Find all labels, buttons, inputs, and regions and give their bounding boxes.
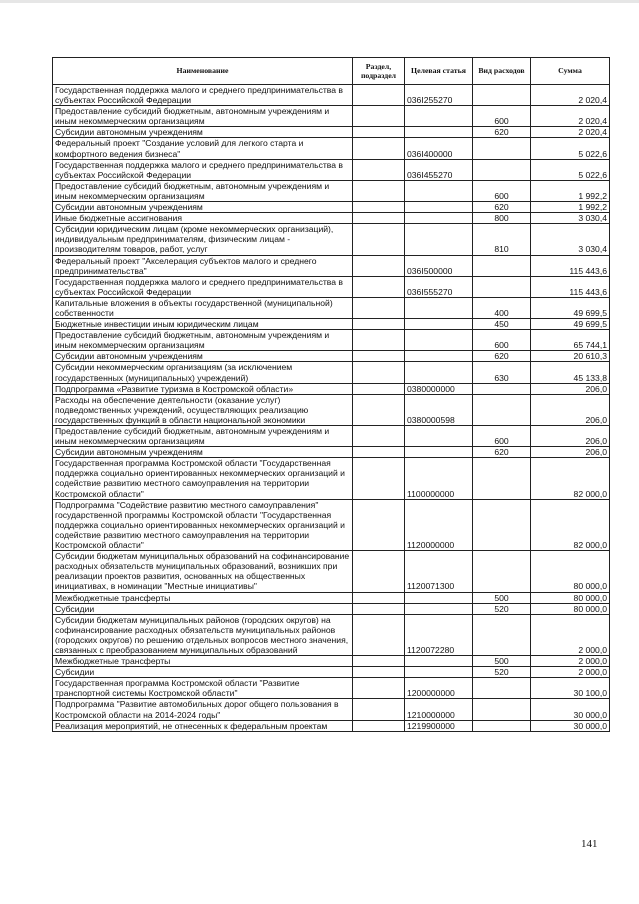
cell-name: Федеральный проект "Акселерация субъектов малого и среднего предпринимательства" <box>53 255 353 276</box>
cell-target-article <box>405 351 473 362</box>
cell-expense-kind <box>473 720 531 731</box>
table-row <box>53 458 610 499</box>
cell-target-article: 1120071300 <box>405 551 473 592</box>
cell-target-article: 036I400000 <box>405 138 473 159</box>
cell-target-article <box>405 297 473 318</box>
cell-target-article <box>405 656 473 667</box>
cell-target-article <box>405 106 473 127</box>
table-row <box>53 614 610 655</box>
cell-sum: 206,0 <box>531 426 610 447</box>
cell-section <box>353 85 405 106</box>
cell-name: Государственная поддержка малого и среднего предпринимательства в субъектах Российской Федерации <box>53 159 353 180</box>
cell-name: Предоставление субсидий бюджетным, автономным учреждениям и иным некоммерческим организациям <box>53 180 353 201</box>
page-number: 141 <box>581 838 598 850</box>
cell-expense-kind <box>473 85 531 106</box>
table-row <box>53 330 610 351</box>
table-row <box>53 255 610 276</box>
cell-section <box>353 394 405 425</box>
cell-name: Субсидии автономным учреждениям <box>53 127 353 138</box>
cell-name: Государственная поддержка малого и среднего предпринимательства в субъектах Российской Федерации <box>53 85 353 106</box>
table-row <box>53 297 610 318</box>
cell-name: Субсидии юридическим лицам (кроме некоммерческих организаций), индивидуальным предпринимателям, физическим лицам - производителям товаров, работ, услуг <box>53 224 353 255</box>
table-row <box>53 213 610 224</box>
cell-section <box>353 319 405 330</box>
cell-expense-kind: 620 <box>473 127 531 138</box>
cell-sum: 20 610,3 <box>531 351 610 362</box>
table-row <box>53 426 610 447</box>
cell-section <box>353 351 405 362</box>
cell-expense-kind: 620 <box>473 351 531 362</box>
table-row <box>53 351 610 362</box>
cell-expense-kind: 520 <box>473 667 531 678</box>
table-row <box>53 678 610 699</box>
cell-expense-kind <box>473 699 531 720</box>
table-row <box>53 85 610 106</box>
cell-expense-kind <box>473 499 531 550</box>
cell-section <box>353 106 405 127</box>
cell-name: Капитальные вложения в объекты государственной (муниципальной) собственности <box>53 297 353 318</box>
cell-expense-kind <box>473 551 531 592</box>
cell-target-article <box>405 362 473 383</box>
cell-expense-kind: 630 <box>473 362 531 383</box>
cell-target-article <box>405 592 473 603</box>
cell-name: Субсидии автономным учреждениям <box>53 351 353 362</box>
cell-target-article <box>405 202 473 213</box>
cell-expense-kind <box>473 383 531 394</box>
cell-sum: 2 000,0 <box>531 667 610 678</box>
cell-target-article <box>405 127 473 138</box>
cell-section <box>353 180 405 201</box>
table-row <box>53 180 610 201</box>
cell-section <box>353 362 405 383</box>
table-header-row <box>53 58 610 85</box>
cell-name: Предоставление субсидий бюджетным, автономным учреждениям и иным некоммерческим организациям <box>53 106 353 127</box>
cell-sum: 206,0 <box>531 394 610 425</box>
cell-expense-kind: 600 <box>473 106 531 127</box>
column-header-kind: Вид расходов <box>473 58 531 85</box>
cell-sum: 80 000,0 <box>531 592 610 603</box>
cell-expense-kind: 450 <box>473 319 531 330</box>
cell-sum: 2 000,0 <box>531 656 610 667</box>
table-row <box>53 394 610 425</box>
table-row <box>53 276 610 297</box>
cell-section <box>353 224 405 255</box>
table-row <box>53 656 610 667</box>
cell-section <box>353 499 405 550</box>
cell-name: Предоставление субсидий бюджетным, автономным учреждениям и иным некоммерческим организациям <box>53 330 353 351</box>
cell-name: Межбюджетные трансферты <box>53 592 353 603</box>
cell-section <box>353 202 405 213</box>
column-header-section: Раздел, подраздел <box>353 58 405 85</box>
cell-name: Расходы на обеспечение деятельности (оказание услуг) подведомственных учреждений, осуществляющих реализацию государственных функций в области национальной экономики <box>53 394 353 425</box>
cell-sum: 80 000,0 <box>531 603 610 614</box>
cell-section <box>353 720 405 731</box>
cell-expense-kind: 620 <box>473 202 531 213</box>
cell-expense-kind <box>473 159 531 180</box>
table-row <box>53 383 610 394</box>
cell-target-article: 1100000000 <box>405 458 473 499</box>
cell-section <box>353 159 405 180</box>
cell-sum: 45 133,8 <box>531 362 610 383</box>
cell-expense-kind: 600 <box>473 180 531 201</box>
cell-expense-kind: 600 <box>473 426 531 447</box>
budget-table <box>52 57 610 732</box>
table-row <box>53 127 610 138</box>
cell-target-article <box>405 330 473 351</box>
cell-expense-kind: 500 <box>473 592 531 603</box>
cell-expense-kind: 400 <box>473 297 531 318</box>
cell-target-article: 1219900000 <box>405 720 473 731</box>
cell-sum: 49 699,5 <box>531 297 610 318</box>
cell-section <box>353 678 405 699</box>
table-row <box>53 362 610 383</box>
cell-target-article <box>405 603 473 614</box>
cell-target-article: 036I500000 <box>405 255 473 276</box>
cell-sum: 80 000,0 <box>531 551 610 592</box>
cell-target-article: 1120072280 <box>405 614 473 655</box>
cell-target-article: 0380000000 <box>405 383 473 394</box>
cell-expense-kind <box>473 394 531 425</box>
cell-section <box>353 592 405 603</box>
table-row <box>53 551 610 592</box>
cell-section <box>353 447 405 458</box>
cell-target-article <box>405 667 473 678</box>
cell-target-article: 036I455270 <box>405 159 473 180</box>
cell-name: Подпрограмма "Содействие развитию местного самоуправления" государственной программы Костромской области "Государственная поддержка социально ориентированных некоммерческих организаций и содействие развитию местного самоуправления на территории Костромской области" <box>53 499 353 550</box>
cell-section <box>353 551 405 592</box>
cell-section <box>353 603 405 614</box>
table-row <box>53 603 610 614</box>
table-row <box>53 499 610 550</box>
table-row <box>53 667 610 678</box>
table-row <box>53 447 610 458</box>
cell-expense-kind <box>473 458 531 499</box>
cell-expense-kind: 800 <box>473 213 531 224</box>
cell-name: Подпрограмма "Развитие автомобильных дорог общего пользования в Костромской области на 2014-2024 годы" <box>53 699 353 720</box>
cell-sum: 3 030,4 <box>531 224 610 255</box>
cell-target-article: 036I255270 <box>405 85 473 106</box>
cell-section <box>353 656 405 667</box>
column-header-sum: Сумма <box>531 58 610 85</box>
cell-sum: 49 699,5 <box>531 319 610 330</box>
cell-section <box>353 699 405 720</box>
cell-sum: 82 000,0 <box>531 499 610 550</box>
cell-name: Субсидии <box>53 667 353 678</box>
column-header-name: Наименование <box>53 58 353 85</box>
cell-sum: 1 992,2 <box>531 180 610 201</box>
cell-expense-kind <box>473 255 531 276</box>
table-row <box>53 138 610 159</box>
cell-section <box>353 330 405 351</box>
cell-section <box>353 383 405 394</box>
cell-section <box>353 255 405 276</box>
cell-section <box>353 667 405 678</box>
cell-name: Бюджетные инвестиции иным юридическим лицам <box>53 319 353 330</box>
cell-section <box>353 426 405 447</box>
cell-sum: 5 022,6 <box>531 159 610 180</box>
page-top-edge <box>0 0 639 3</box>
cell-name: Федеральный проект "Создание условий для легкого старта и комфортного ведения бизнеса" <box>53 138 353 159</box>
cell-sum: 2 020,4 <box>531 85 610 106</box>
cell-sum: 30 100,0 <box>531 678 610 699</box>
table-row <box>53 319 610 330</box>
cell-sum: 30 000,0 <box>531 699 610 720</box>
cell-sum: 206,0 <box>531 447 610 458</box>
cell-name: Субсидии автономным учреждениям <box>53 202 353 213</box>
cell-section <box>353 614 405 655</box>
cell-name: Подпрограмма «Развитие туризма в Костромской области» <box>53 383 353 394</box>
table-row <box>53 592 610 603</box>
cell-sum: 1 992,2 <box>531 202 610 213</box>
cell-expense-kind <box>473 138 531 159</box>
cell-target-article: 0380000598 <box>405 394 473 425</box>
cell-sum: 2 020,4 <box>531 127 610 138</box>
cell-target-article <box>405 213 473 224</box>
cell-target-article: 1200000000 <box>405 678 473 699</box>
cell-expense-kind: 620 <box>473 447 531 458</box>
cell-name: Государственная программа Костромской области "Развитие транспортной системы Костромской области" <box>53 678 353 699</box>
cell-target-article <box>405 180 473 201</box>
cell-name: Субсидии бюджетам муниципальных образований на софинансирование расходных обязательств муниципальных образований, возникших при реализации проектов развития, основанных на общественных инициативах, в номинации "Местные инициативы" <box>53 551 353 592</box>
cell-sum: 115 443,6 <box>531 276 610 297</box>
table-row <box>53 699 610 720</box>
cell-section <box>353 276 405 297</box>
cell-expense-kind <box>473 276 531 297</box>
table-body <box>53 85 610 732</box>
cell-expense-kind: 810 <box>473 224 531 255</box>
cell-target-article <box>405 426 473 447</box>
cell-section <box>353 138 405 159</box>
cell-expense-kind <box>473 614 531 655</box>
cell-target-article <box>405 447 473 458</box>
cell-name: Предоставление субсидий бюджетным, автономным учреждениям и иным некоммерческим организациям <box>53 426 353 447</box>
cell-sum: 206,0 <box>531 383 610 394</box>
cell-section <box>353 297 405 318</box>
cell-section <box>353 127 405 138</box>
cell-expense-kind <box>473 678 531 699</box>
cell-name: Субсидии <box>53 603 353 614</box>
cell-name: Субсидии некоммерческим организациям (за исключением государственных (муниципальных) учреждений) <box>53 362 353 383</box>
cell-name: Межбюджетные трансферты <box>53 656 353 667</box>
cell-sum: 82 000,0 <box>531 458 610 499</box>
cell-target-article: 1120000000 <box>405 499 473 550</box>
cell-target-article: 1210000000 <box>405 699 473 720</box>
cell-expense-kind: 600 <box>473 330 531 351</box>
cell-sum: 5 022,6 <box>531 138 610 159</box>
cell-name: Реализация мероприятий, не отнесенных к федеральным проектам <box>53 720 353 731</box>
table-row <box>53 106 610 127</box>
cell-sum: 65 744,1 <box>531 330 610 351</box>
cell-sum: 115 443,6 <box>531 255 610 276</box>
cell-expense-kind: 500 <box>473 656 531 667</box>
cell-target-article <box>405 224 473 255</box>
table-row <box>53 720 610 731</box>
cell-expense-kind: 520 <box>473 603 531 614</box>
column-header-target: Целевая статья <box>405 58 473 85</box>
cell-name: Субсидии бюджетам муниципальных районов (городских округов) на софинансирование расходных обязательств муниципальных районов (городских округов) по решению отдельных вопросов местного значения, связанных с преобразованием муниципальных образований <box>53 614 353 655</box>
cell-name: Государственная программа Костромской области "Государственная поддержка социально ориентированных некоммерческих организаций и содействие развитию местного самоуправления на территории Костромской области" <box>53 458 353 499</box>
cell-section <box>353 213 405 224</box>
cell-name: Субсидии автономным учреждениям <box>53 447 353 458</box>
cell-sum: 3 030,4 <box>531 213 610 224</box>
cell-name: Государственная поддержка малого и среднего предпринимательства в субъектах Российской Федерации <box>53 276 353 297</box>
cell-target-article <box>405 319 473 330</box>
cell-sum: 2 000,0 <box>531 614 610 655</box>
table-row <box>53 202 610 213</box>
cell-sum: 30 000,0 <box>531 720 610 731</box>
table-row <box>53 159 610 180</box>
cell-name: Иные бюджетные ассигнования <box>53 213 353 224</box>
cell-target-article: 036I555270 <box>405 276 473 297</box>
cell-sum: 2 020,4 <box>531 106 610 127</box>
cell-section <box>353 458 405 499</box>
table-row <box>53 224 610 255</box>
